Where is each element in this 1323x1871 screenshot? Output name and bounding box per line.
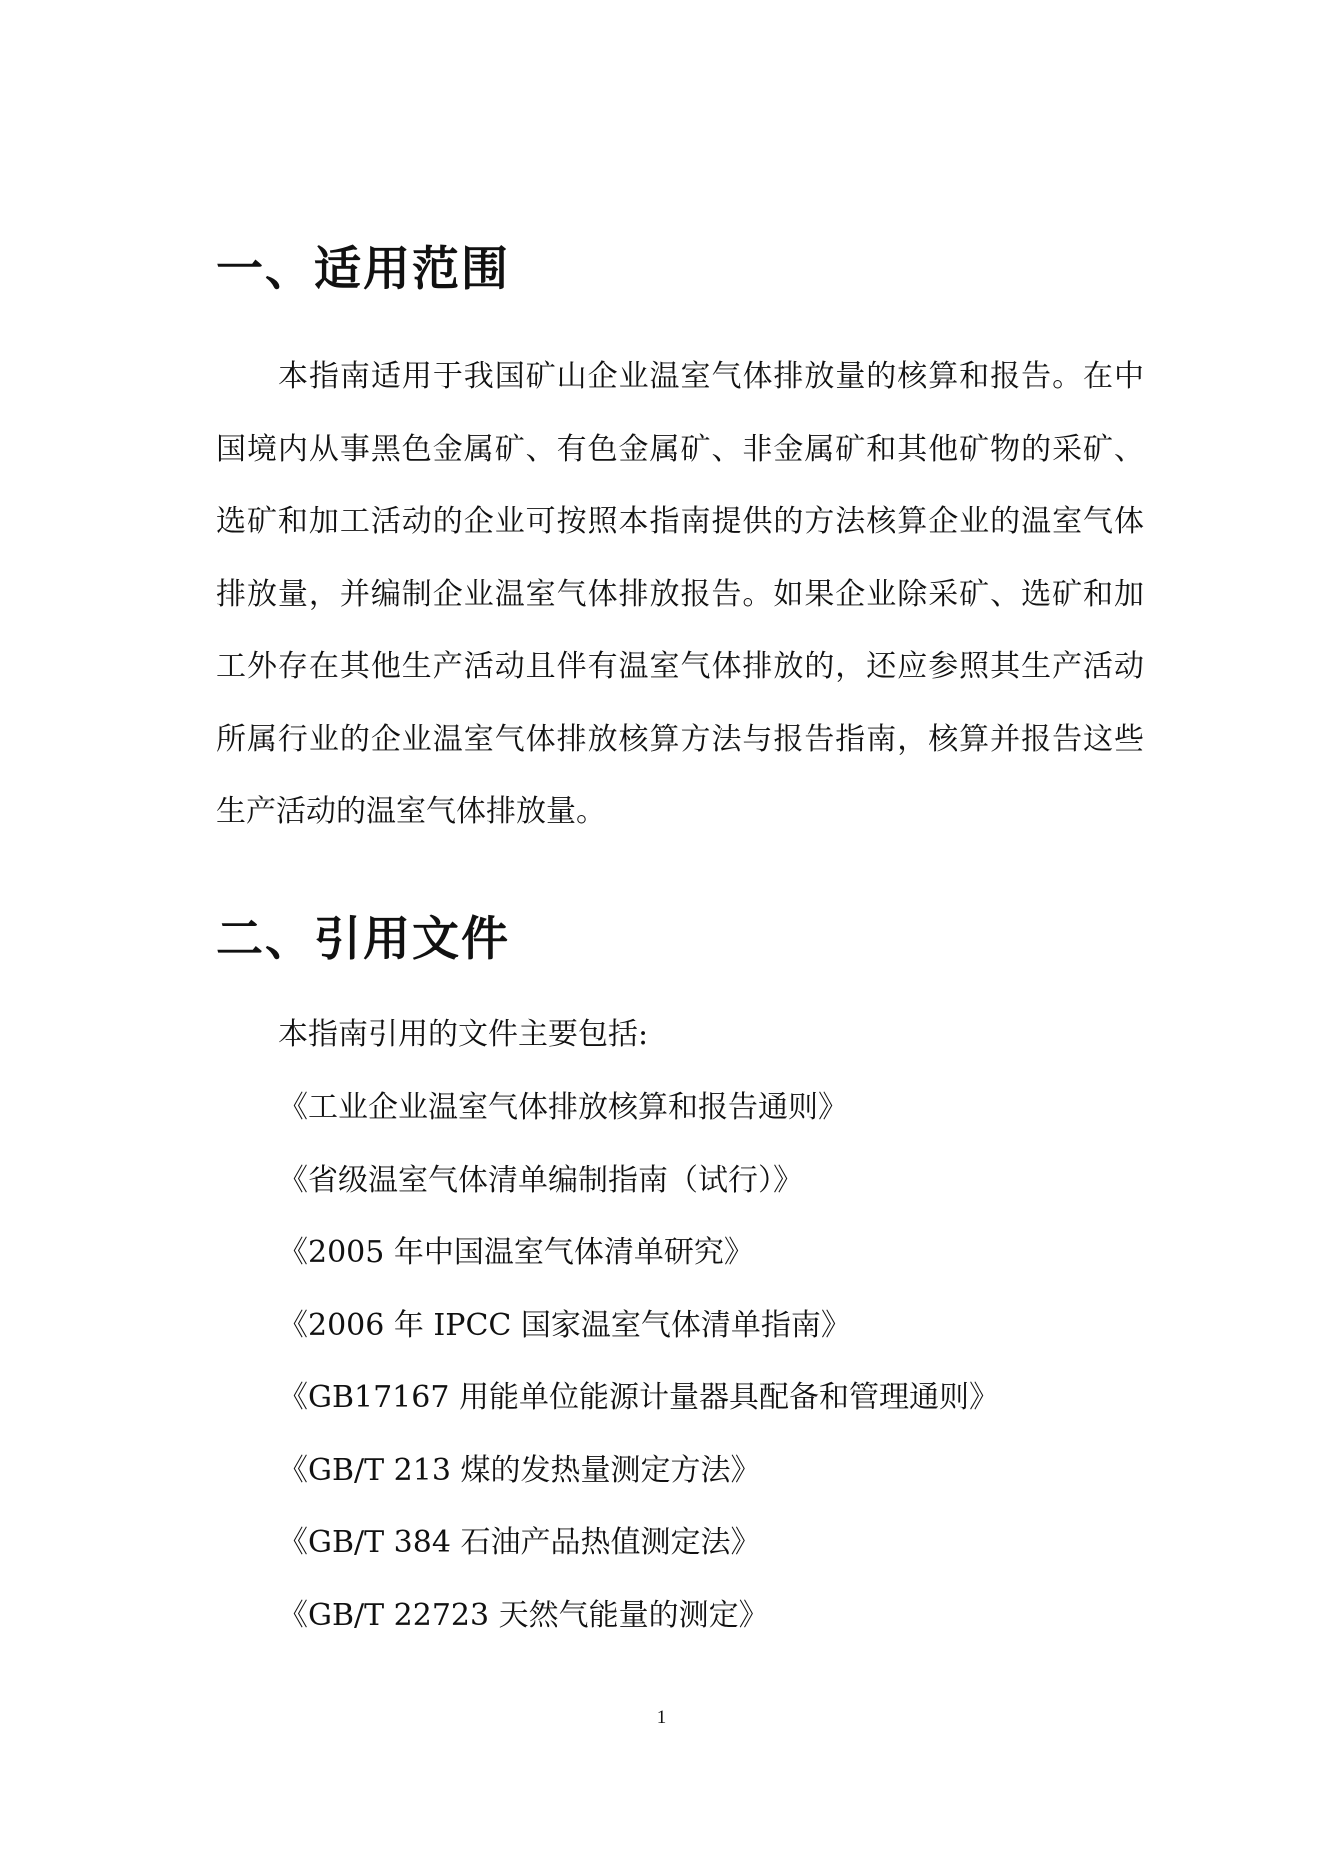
scope-paragraph: 本指南适用于我国矿山企业温室气体排放量的核算和报告。在中国境内从事黑色金属矿、有色金属矿、非金属矿和其他矿物的采矿、选矿和加工活动的企业可按照本指南提供的方法核算企业的温室气体排放量，并编制企业温室气体排放报告。如果企业除采矿、选矿和加工外存在其他生产活动且伴有温室气体排放的，还应参照其生产活动所属行业的企业温室气体排放核算方法与报告指南，核算并报告这些生产活动的温室气体排放量。 <box>216 359 1144 829</box>
section-heading-scope: 一、适用范围 <box>216 242 510 297</box>
reference-item: 《GB/T 22723 天然气能量的测定》 <box>278 1597 769 1633</box>
section-heading-references: 二、引用文件 <box>216 912 510 967</box>
reference-item: 《省级温室气体清单编制指南（试行）》 <box>278 1162 803 1198</box>
reference-item: 《2006 年 IPCC 国家温室气体清单指南》 <box>278 1307 851 1343</box>
reference-item: 《工业企业温室气体排放核算和报告通则》 <box>278 1090 848 1125</box>
reference-item: 《GB/T 213 煤的发热量测定方法》 <box>278 1452 761 1488</box>
page-number: 1 <box>656 1707 667 1728</box>
references-intro: 本指南引用的文件主要包括: <box>278 1017 649 1052</box>
reference-item: 《GB17167 用能单位能源计量器具配备和管理通则》 <box>278 1380 999 1415</box>
reference-item: 《2005 年中国温室气体清单研究》 <box>278 1235 754 1270</box>
reference-item: 《GB/T 384 石油产品热值测定法》 <box>278 1525 761 1560</box>
reference-list <box>278 1083 999 1663</box>
